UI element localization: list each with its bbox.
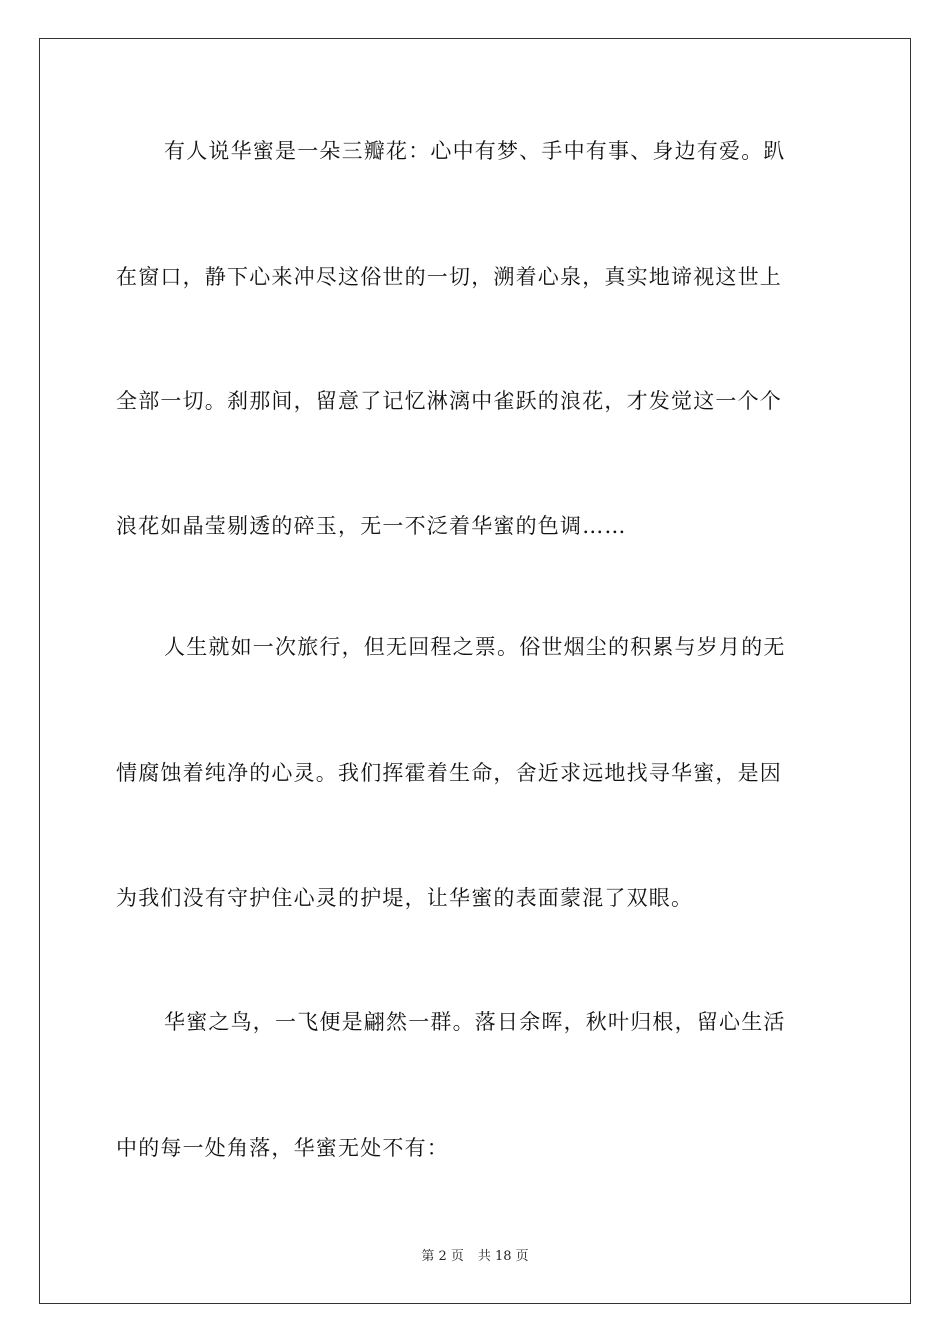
paragraph-2-line-2: 情腐蚀着纯净的心灵。我们挥霍着生命，舍近求远地找寻华蜜，是因 [116, 761, 782, 785]
paragraph-2-line-3: 为我们没有守护住心灵的护堤，让华蜜的表面蒙混了双眼。 [116, 886, 694, 910]
paragraph-3-line-2: 中的每一处角落，华蜜无处不有： [116, 1136, 449, 1160]
page-total: 共 18 页 [477, 1249, 529, 1264]
paragraph-3-line-1: 华蜜之鸟，一飞便是翩然一群。落日余晖，秋叶归根，留心生活 [164, 1010, 786, 1034]
paragraph-1-line-4: 浪花如晶莹剔透的碎玉，无一不泛着华蜜的色调…… [116, 514, 627, 538]
paragraph-1-line-3: 全部一切。刹那间，留意了记忆淋漓中雀跃的浪花，才发觉这一个个 [116, 389, 782, 413]
page-border [39, 38, 911, 1304]
paragraph-1-line-2: 在窗口，静下心来冲尽这俗世的一切，溯着心泉，真实地谛视这世上 [116, 265, 782, 289]
page-footer [0, 1249, 950, 1265]
page-number: 第 2 页 [421, 1249, 464, 1264]
paragraph-2-line-1: 人生就如一次旅行，但无回程之票。俗世烟尘的积累与岁月的无 [164, 635, 786, 659]
paragraph-1-line-1: 有人说华蜜是一朵三瓣花：心中有梦、手中有事、身边有爱。趴 [164, 139, 786, 163]
